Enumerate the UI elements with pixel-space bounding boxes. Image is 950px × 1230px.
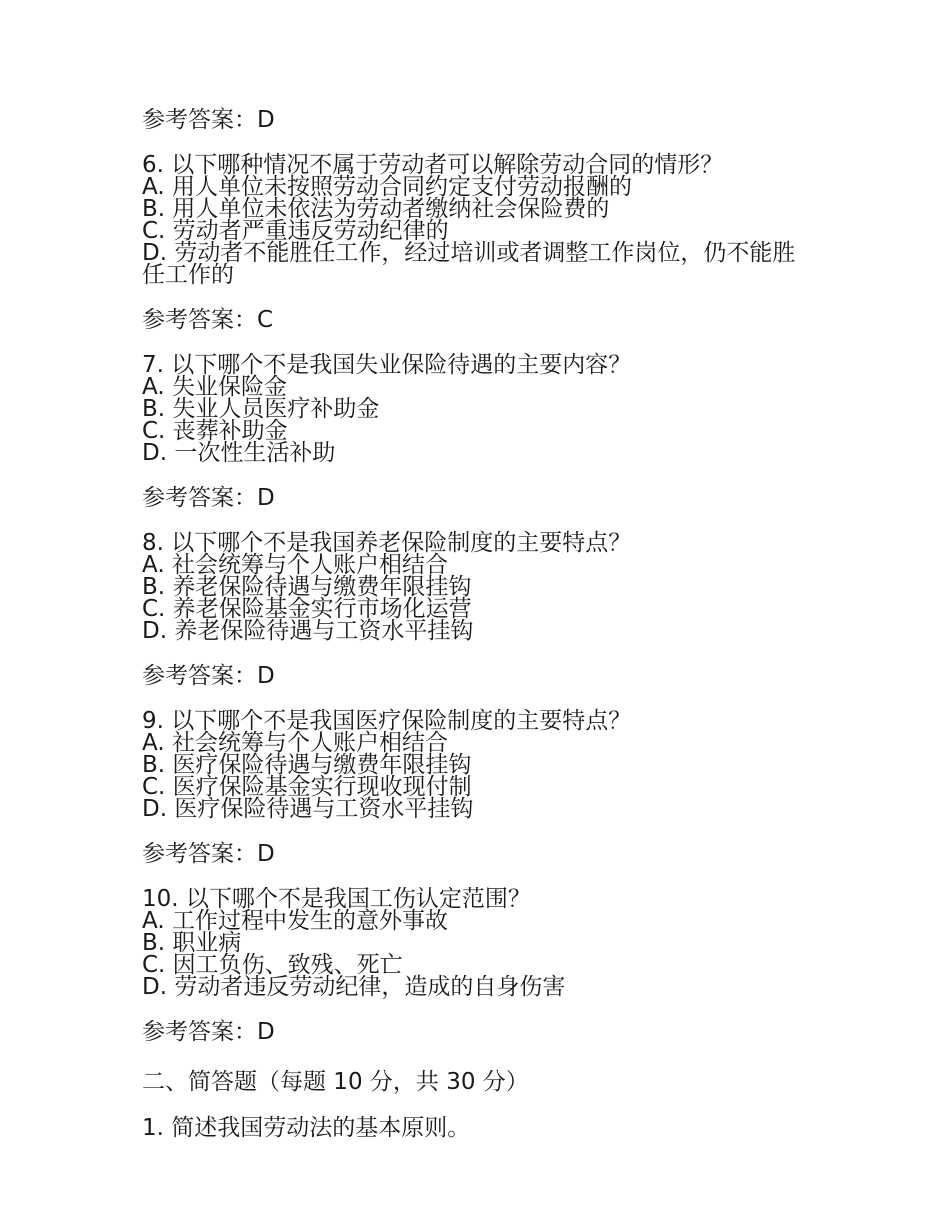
question-stem: 9. 以下哪个不是我国医疗保险制度的主要特点？ bbox=[142, 708, 632, 734]
question-stem: 6. 以下哪种情况不属于劳动者可以解除劳动合同的情形？ bbox=[142, 152, 724, 178]
question-stem: 7. 以下哪个不是我国失业保险待遇的主要内容？ bbox=[142, 352, 632, 378]
question-option: B. 失业人员医疗补助金 bbox=[142, 396, 380, 422]
question-option: A. 社会统筹与个人账户相结合 bbox=[142, 730, 448, 756]
question-option: A. 用人单位未按照劳动合同约定支付劳动报酬的 bbox=[142, 174, 632, 200]
question-option: C. 劳动者严重违反劳动纪律的 bbox=[142, 218, 449, 244]
question-option: D. 医疗保险待遇与工资水平挂钩 bbox=[142, 796, 474, 822]
question-option: B. 用人单位未依法为劳动者缴纳社会保险费的 bbox=[142, 196, 610, 222]
question-option: C. 丧葬补助金 bbox=[142, 418, 288, 444]
reference-answer: 参考答案：D bbox=[142, 107, 275, 133]
question-option: A. 工作过程中发生的意外事故 bbox=[142, 908, 448, 934]
reference-answer: 参考答案：D bbox=[142, 841, 275, 867]
short-answer-question: 1. 简述我国劳动法的基本原则。 bbox=[142, 1115, 471, 1141]
question-option: D. 劳动者不能胜任工作，经过培训或者调整工作岗位，仍不能胜任工作的 bbox=[142, 240, 796, 288]
question-option: D. 一次性生活补助 bbox=[142, 440, 336, 466]
question-block bbox=[142, 532, 812, 642]
section-heading: 二、简答题（每题 10 分，共 30 分） bbox=[142, 1069, 529, 1095]
question-option: A. 失业保险金 bbox=[142, 374, 287, 400]
question-option: C. 养老保险基金实行市场化运营 bbox=[142, 596, 472, 622]
question-block bbox=[142, 888, 812, 998]
question-option: D. 劳动者违反劳动纪律，造成的自身伤害 bbox=[142, 974, 566, 1000]
reference-answer: 参考答案：D bbox=[142, 1019, 275, 1045]
question-option: C. 因工负伤、致残、死亡 bbox=[142, 952, 403, 978]
question-option: A. 社会统筹与个人账户相结合 bbox=[142, 552, 448, 578]
question-option: B. 职业病 bbox=[142, 930, 242, 956]
question-option: C. 医疗保险基金实行现收现付制 bbox=[142, 774, 472, 800]
reference-answer: 参考答案：C bbox=[142, 307, 274, 333]
question-block bbox=[142, 354, 812, 464]
question-stem: 10. 以下哪个不是我国工伤认定范围？ bbox=[142, 886, 531, 912]
reference-answer: 参考答案：D bbox=[142, 485, 275, 511]
question-block bbox=[142, 154, 812, 286]
question-option: B. 医疗保险待遇与缴费年限挂钩 bbox=[142, 752, 472, 778]
question-option: D. 养老保险待遇与工资水平挂钩 bbox=[142, 618, 474, 644]
question-option: B. 养老保险待遇与缴费年限挂钩 bbox=[142, 574, 472, 600]
document-content bbox=[142, 104, 812, 1144]
reference-answer: 参考答案：D bbox=[142, 663, 275, 689]
question-stem: 8. 以下哪个不是我国养老保险制度的主要特点？ bbox=[142, 530, 632, 556]
question-block bbox=[142, 710, 812, 820]
